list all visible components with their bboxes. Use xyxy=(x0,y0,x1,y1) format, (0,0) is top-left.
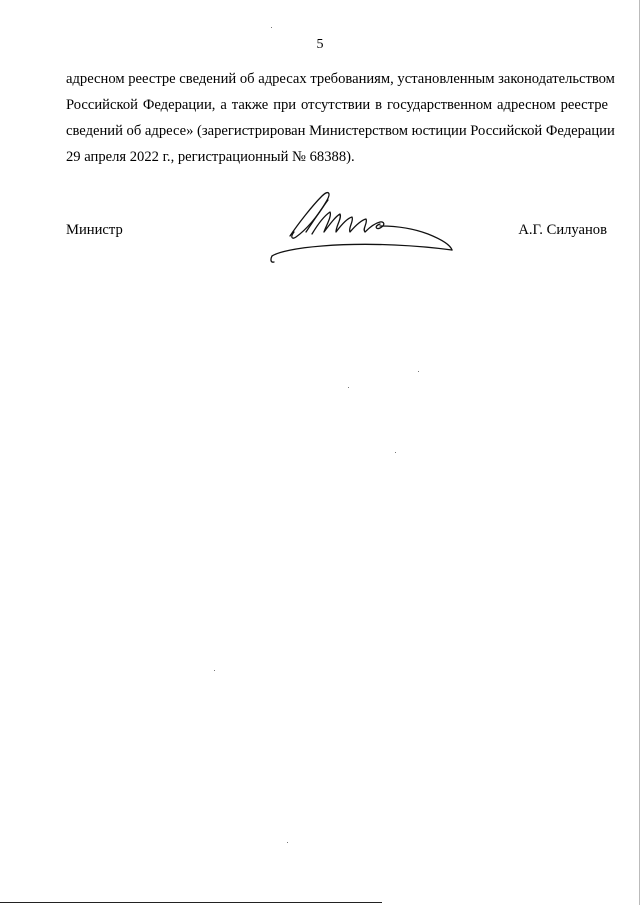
page-number: 5 xyxy=(316,37,324,52)
position-title: Министр xyxy=(66,222,123,238)
scan-edge-line xyxy=(0,902,382,903)
signer-name: А.Г. Силуанов xyxy=(518,222,607,238)
body-paragraph xyxy=(66,66,615,170)
body-line: Российской Федерации, а также при отсутствии в государственном адресном реестре xyxy=(66,97,608,113)
scan-speck xyxy=(418,371,419,372)
scan-speck xyxy=(214,670,215,671)
scan-speck xyxy=(287,842,288,843)
handwritten-signature xyxy=(262,182,462,267)
scan-speck xyxy=(271,27,272,28)
scan-speck xyxy=(395,452,396,453)
body-line: 29 апреля 2022 г., регистрационный № 68388). xyxy=(66,149,355,165)
body-line: адресном реестре сведений об адресах требованиям, установленным законодательством xyxy=(66,71,615,87)
body-line: сведений об адресе» (зарегистрирован Министерством юстиции Российской Федерации xyxy=(66,123,615,139)
scan-speck xyxy=(348,387,349,388)
